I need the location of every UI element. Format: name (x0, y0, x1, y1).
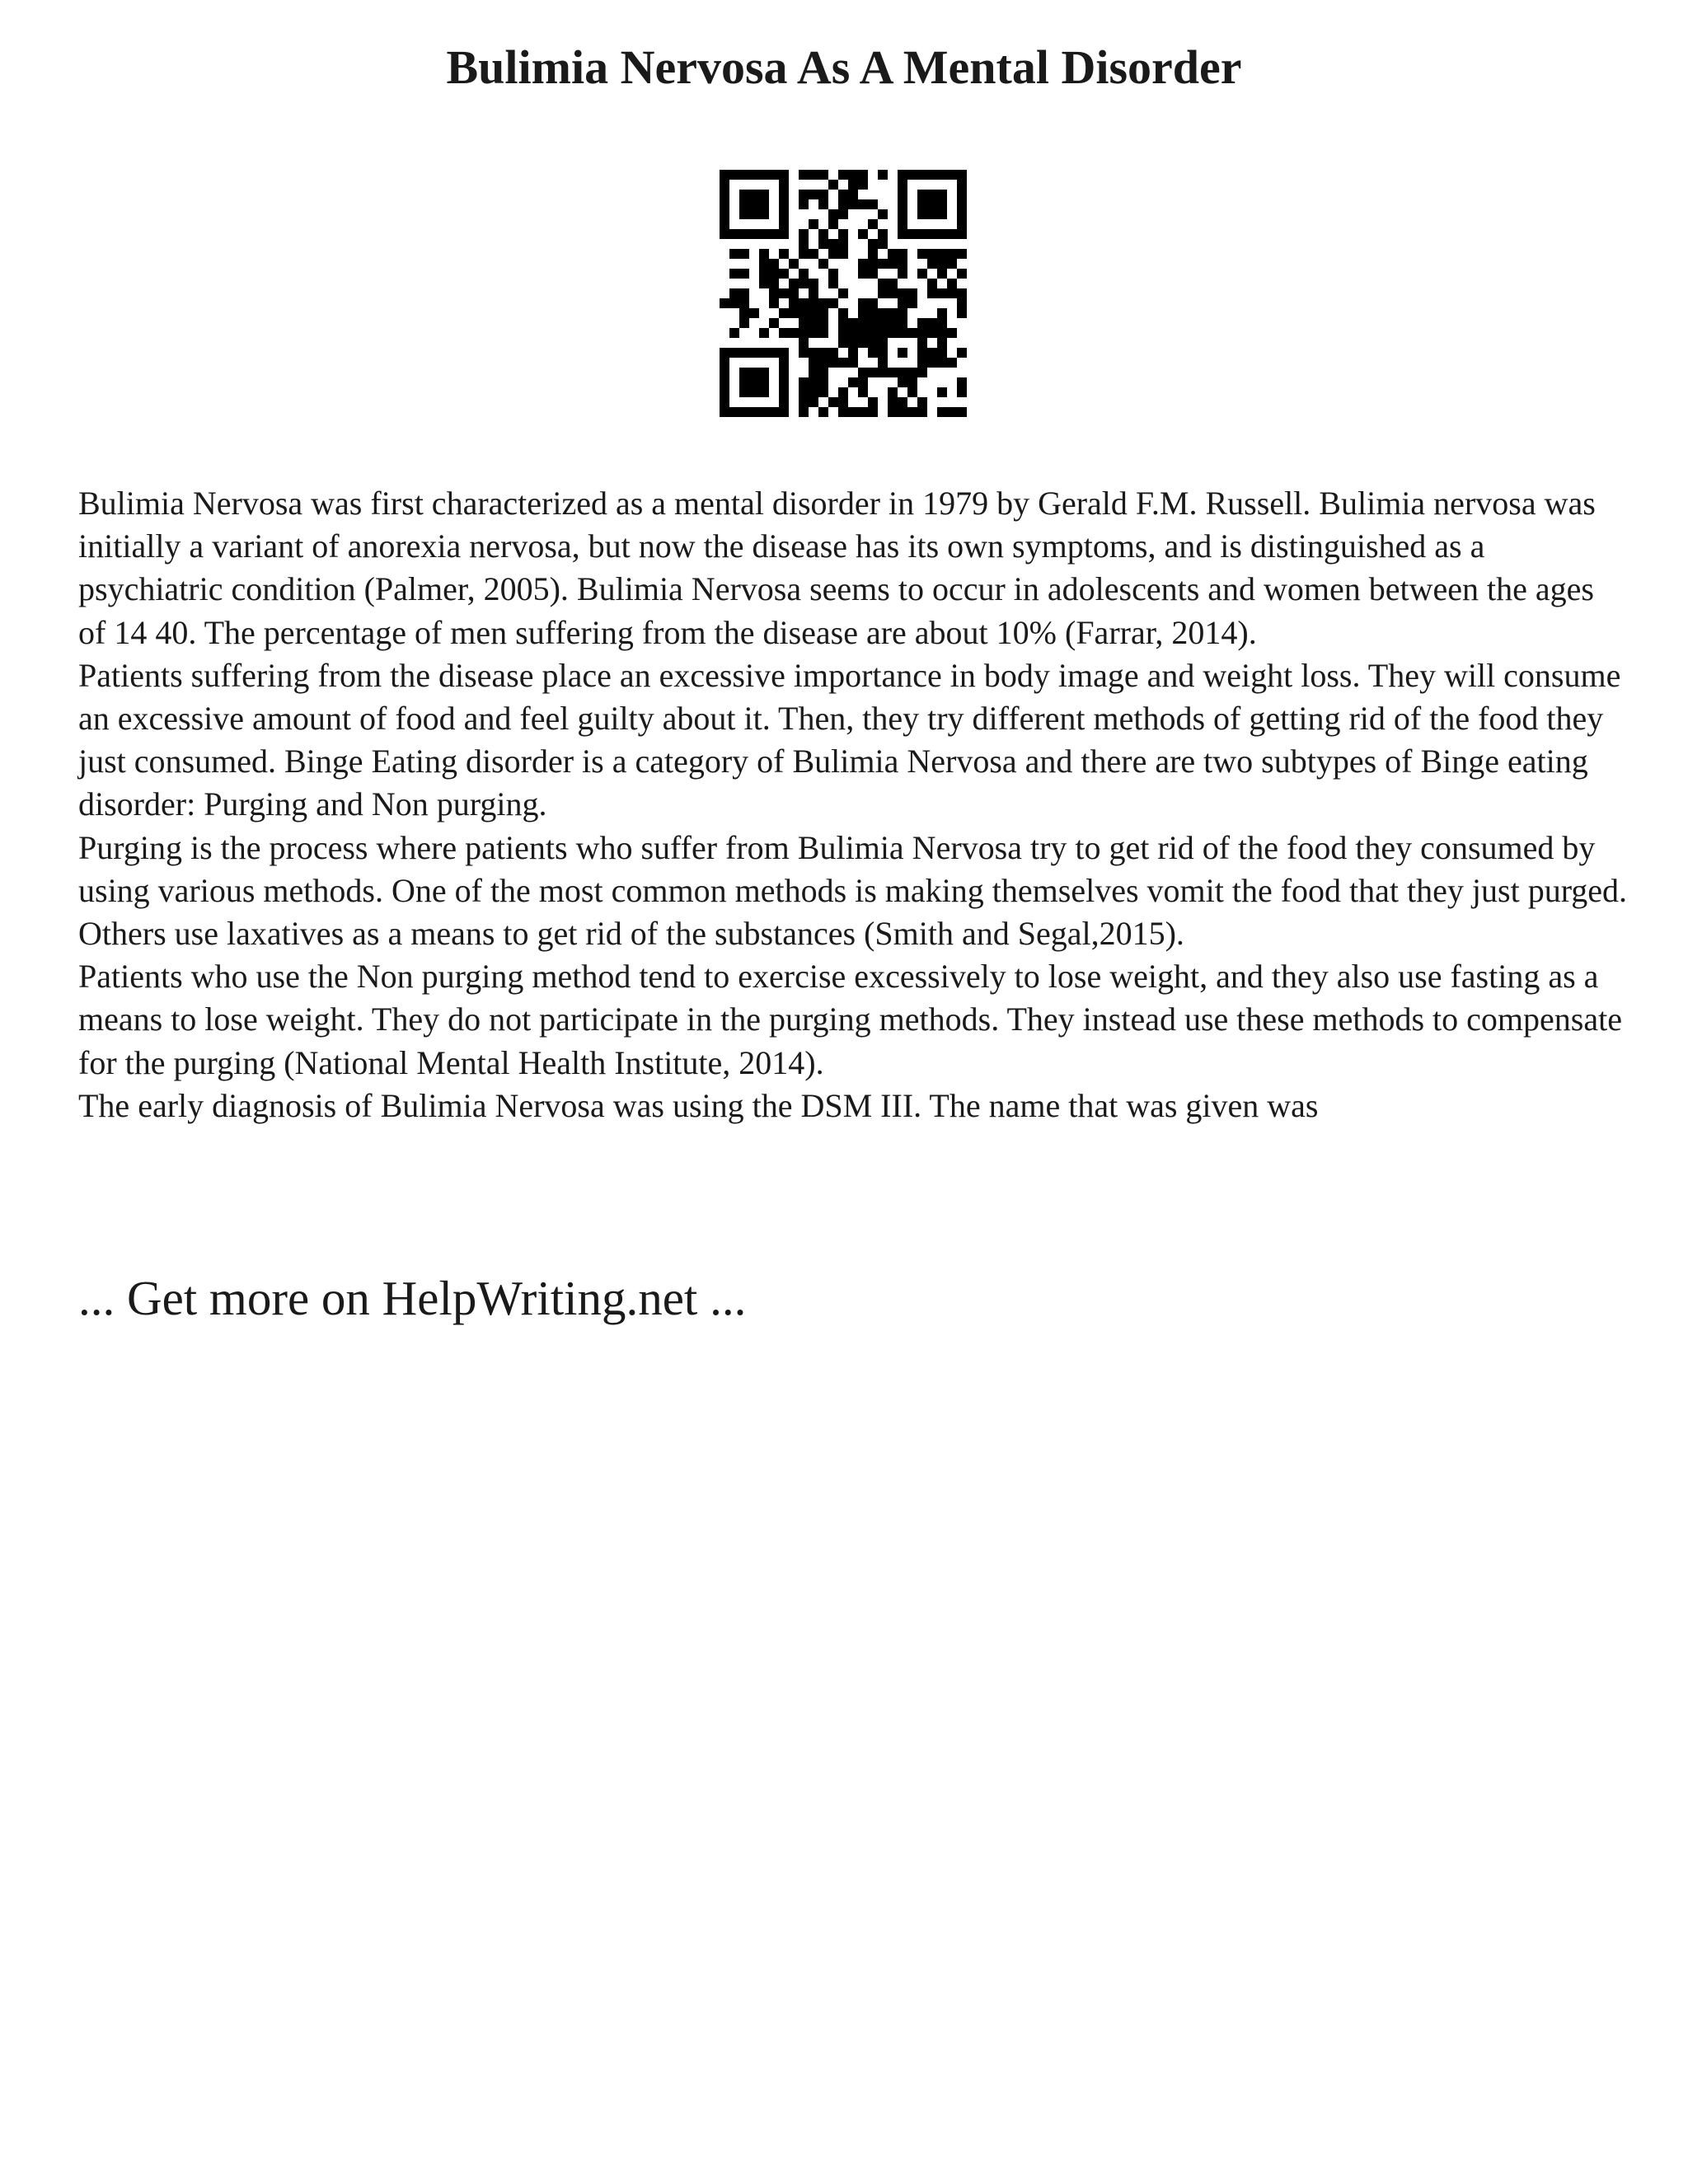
get-more-link[interactable]: ... Get more on HelpWriting.net ... (78, 1271, 747, 1325)
paragraph: Patients suffering from the disease place an excessive importance in body image and weight loss. They will consume an excessive amount of food and feel guilty about it. Then, they try different methods of getting rid of the food they just consumed. Binge Eating disorder is a category of Bulimia Nervosa and there are two subtypes of Binge eating disorder: Purging and Non purging. (78, 656, 1621, 823)
page-title: Bulimia Nervosa As A Mental Disorder (446, 40, 1242, 94)
paragraph: Bulimia Nervosa was first characterized as a mental disorder in 1979 by Gerald F.M. Russell. Bulimia nervosa was initially a variant of anorexia nervosa, but now the disease has its own symptoms, and is distinguished as a psychiatric condition (Palmer, 2005). Bulimia Nervosa seems to occur in adolescents and women between the ages of 14 40. The percentage of men suffering from the disease are about 10% (Farrar, 2014). (78, 485, 1596, 651)
qr-code-icon (720, 170, 967, 417)
paragraph: Patients who use the Non purging method tend to exercise excessively to lose weight, and they also use fasting as a means to lose weight. They do not participate in the purging methods. They instead use these methods to compensate for the purging (National Mental Health Institute, 2014). (78, 958, 1622, 1081)
paragraph: The early diagnosis of Bulimia Nervosa was using the DSM III. The name that was given was (78, 1086, 1319, 1124)
paragraph: Purging is the process where patients who suffer from Bulimia Nervosa try to get rid of the food they consumed by using various methods. One of the most common methods is making themselves vomit the food that they just purged. Others use laxatives as a means to get rid of the substances (Smith and Segal,2015). (78, 828, 1628, 953)
article-body (78, 482, 1628, 1127)
